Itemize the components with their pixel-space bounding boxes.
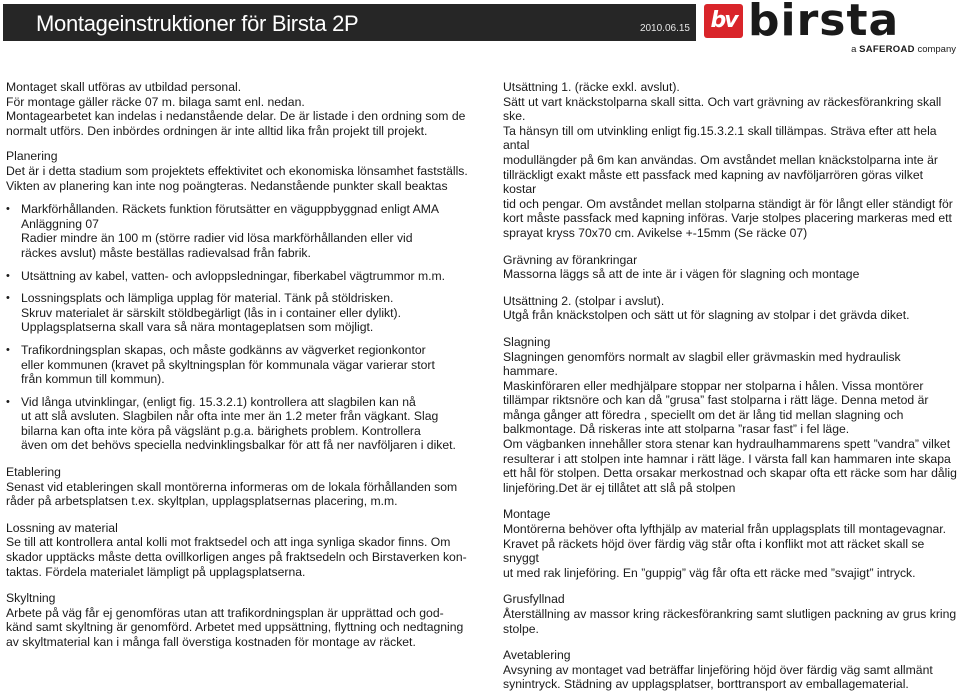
gravning-heading: Grävning av förankringar bbox=[503, 252, 638, 267]
tagline-brand: SAFEROAD bbox=[859, 44, 915, 55]
avetablering-heading: Avetablering bbox=[503, 648, 571, 663]
planering-bullet-list bbox=[6, 202, 476, 453]
skyltning-heading: Skyltning bbox=[6, 591, 56, 606]
avetablering-text: Avsyning av montaget vad beträffar linjeföring höjd över färdig väg samt allmänt synintryck. Städning av upplagsplatser, borttransport av emballagematerial. bbox=[503, 662, 933, 692]
list-item: • Vid långa utvinklingar, (enligt fig. 15.3.2.1) kontrollera att slagbilen kan nå ut att slå avsluten. Slagbilen når ofta inte mer än 1.2 meter från vägkant. Slag bilarna kan ofta inte köra på vägslänt p.g.a. bärighets problem. Kontrollera även om det behövs speciella nedvinklingsbalkar för att få ner navföljaren i diket. bbox=[6, 395, 476, 453]
montage-heading: Montage bbox=[503, 507, 551, 522]
utsattning1-heading: Utsättning 1. (räcke exkl. avslut). bbox=[503, 80, 680, 94]
etablering-heading: Etablering bbox=[6, 465, 61, 480]
right-column bbox=[503, 80, 958, 692]
lossning-text: Se till att kontrollera antal kolli mot fraktsedel och att inga synliga skador finns. Om skador upptäcks måste detta ovillkorligen anges på fraktsedeln och Birstaverken kon- taktas. Fördela materialet lämpligt på upplagsplatserna. bbox=[6, 535, 467, 579]
bv-logo-icon: bv bbox=[704, 4, 743, 38]
tagline-suffix: company bbox=[917, 44, 956, 55]
slagning-text: Slagningen genomförs normalt av slagbil eller grävmaskin med hydraulisk hammare. Maskinföraren eller medhjälpare stoppar ner stolparna i hålen. Vissa montörer tillämpar riktsnöre och kan då ”grusa” fast stolparna i rätt läge. Denna metod är många gånger att föredra , speciellt om det är lång tid mellan slagning och balkmontage. Då riskeras inte att stolparna ”rasar fast” i fel läge. Om vägbanken innehåller stora stenar kan hydraulhammarens spett ”vandra” vilket resulterar i att stolpen inte hamnar i rätt läge. I värsta fall kan hammaren inte skapa ett hål för stolpen. Detta orsakar merkostnad och skapar ofta ett räcke som har dålig linjeföring.Det är ej tillåtet att slå på stolpen bbox=[503, 349, 957, 495]
planering-heading: Planering bbox=[6, 149, 58, 164]
slagning-heading: Slagning bbox=[503, 334, 551, 349]
utsattning2-heading: Utsättning 2. (stolpar i avslut). bbox=[503, 293, 665, 308]
list-item: • Markförhållanden. Räckets funktion förutsätter en väguppbyggnad enligt AMA Anläggning 07 Radier mindre än 100 m (större radier vid lösa markförhållanden eller vid räckes avslut) måste beställas radievalsad från fabrik. bbox=[6, 202, 476, 260]
grusfyllnad-heading: Grusfyllnad bbox=[503, 592, 565, 607]
gravning-text: Massorna läggs så att de inte är i vägen för slagning och montage bbox=[503, 267, 860, 282]
etablering-text: Senast vid etableringen skall montörerna informeras om de lokala förhållanden som råder på arbetsplatsen t.ex. skyltplan, upplagsplatsernas placering, m.m. bbox=[6, 479, 458, 509]
lossning-heading: Lossning av material bbox=[6, 520, 118, 535]
montage-text: Montörerna behöver ofta lyfthjälp av material från upplagsplats till montagevagnar. Kravet på räckets höjd över färdig väg står ofta i konflikt mot att räcket skall se snyggt ut med rak linjeföring. En ”guppig” väg får ofta ett räcke med ”svajigt” intryck. bbox=[503, 522, 947, 580]
logo-tagline bbox=[851, 44, 956, 55]
birsta-logo bbox=[704, 0, 960, 60]
list-item: • Lossningsplats och lämpliga upplag för material. Tänk på stöldrisken. Skruv materialet är särskilt stöldbegärligt (lås in i container eller dylikt). Upplagsplatserna skall vara så nära montageplatsen som möjligt. bbox=[6, 291, 476, 335]
document-title: Montageinstruktioner för Birsta 2P bbox=[36, 11, 359, 36]
list-item: • Utsättning av kabel, vatten- och avloppsledningar, fiberkabel vägtrummor m.m. bbox=[6, 269, 476, 284]
logo-wordmark: birsta bbox=[748, 0, 900, 46]
document-date: 2010.06.15 bbox=[639, 23, 690, 34]
left-column bbox=[6, 80, 476, 650]
utsattning1-text: Sätt ut vart knäckstolparna skall sitta. Och vart grävning av räckesförankring skall ske. Ta hänsyn till om utvinkling enligt fig.15.3.2.1 skall tillämpas. Sträva efter att hela antal modullängder på 6m kan användas. Om avståndet mellan knäckstolparna inte är tillräckligt exakt måste ett passfack med kapning av navföljarrören göras vilket kostar tid och pengar. Om avståndet mellan stolparna ständigt är för långt eller ständigt för kort måste passfack med kapning införas. Varje stolpes placering markeras med ett sprayat kryss 70x70 cm. Avikelse +-15mm (Se räcke 07) bbox=[503, 94, 953, 240]
skyltning-text: Arbete på väg får ej genomföras utan att trafikordningsplan är upprättad och god- känd samt skyltning är genomförd. Arbetet med uppsättning, flyttning och nedtagning av skyltmaterial kan i många fall överstiga kostnaden för montage av räcket. bbox=[6, 605, 464, 649]
planering-text: Det är i detta stadium som projektets effektivitet och ekonomiska lönsamhet fastställs. Vikten av planering kan inte nog poängteras. Nedanstående punkter skall beaktas bbox=[6, 163, 468, 193]
utsattning2-text: Utgå från knäckstolpen och sätt ut för slagning av stolpar i det grävda diket. bbox=[503, 308, 910, 323]
grusfyllnad-text: Återställning av massor kring räckesförankring samt slutligen packning av grus kring stolpe. bbox=[503, 607, 957, 636]
tagline-prefix: a bbox=[851, 44, 857, 55]
intro-text: Montaget skall utföras av utbildad personal. För montage gäller räcke 07 m. bilaga samt enl. nedan. Montagearbetet kan indelas i nedanstående delar. De är listade i den ordning som de normalt utförs. Den inbördes ordningen är inte alltid lika från projekt till projekt. bbox=[6, 80, 466, 138]
list-item: • Trafikordningsplan skapas, och måste godkänns av vägverket regionkontor eller kommunen (kravet på skyltningsplan för kommunala vägar varierar stort från kommun till kommun). bbox=[6, 343, 476, 387]
header-bar bbox=[3, 4, 696, 41]
